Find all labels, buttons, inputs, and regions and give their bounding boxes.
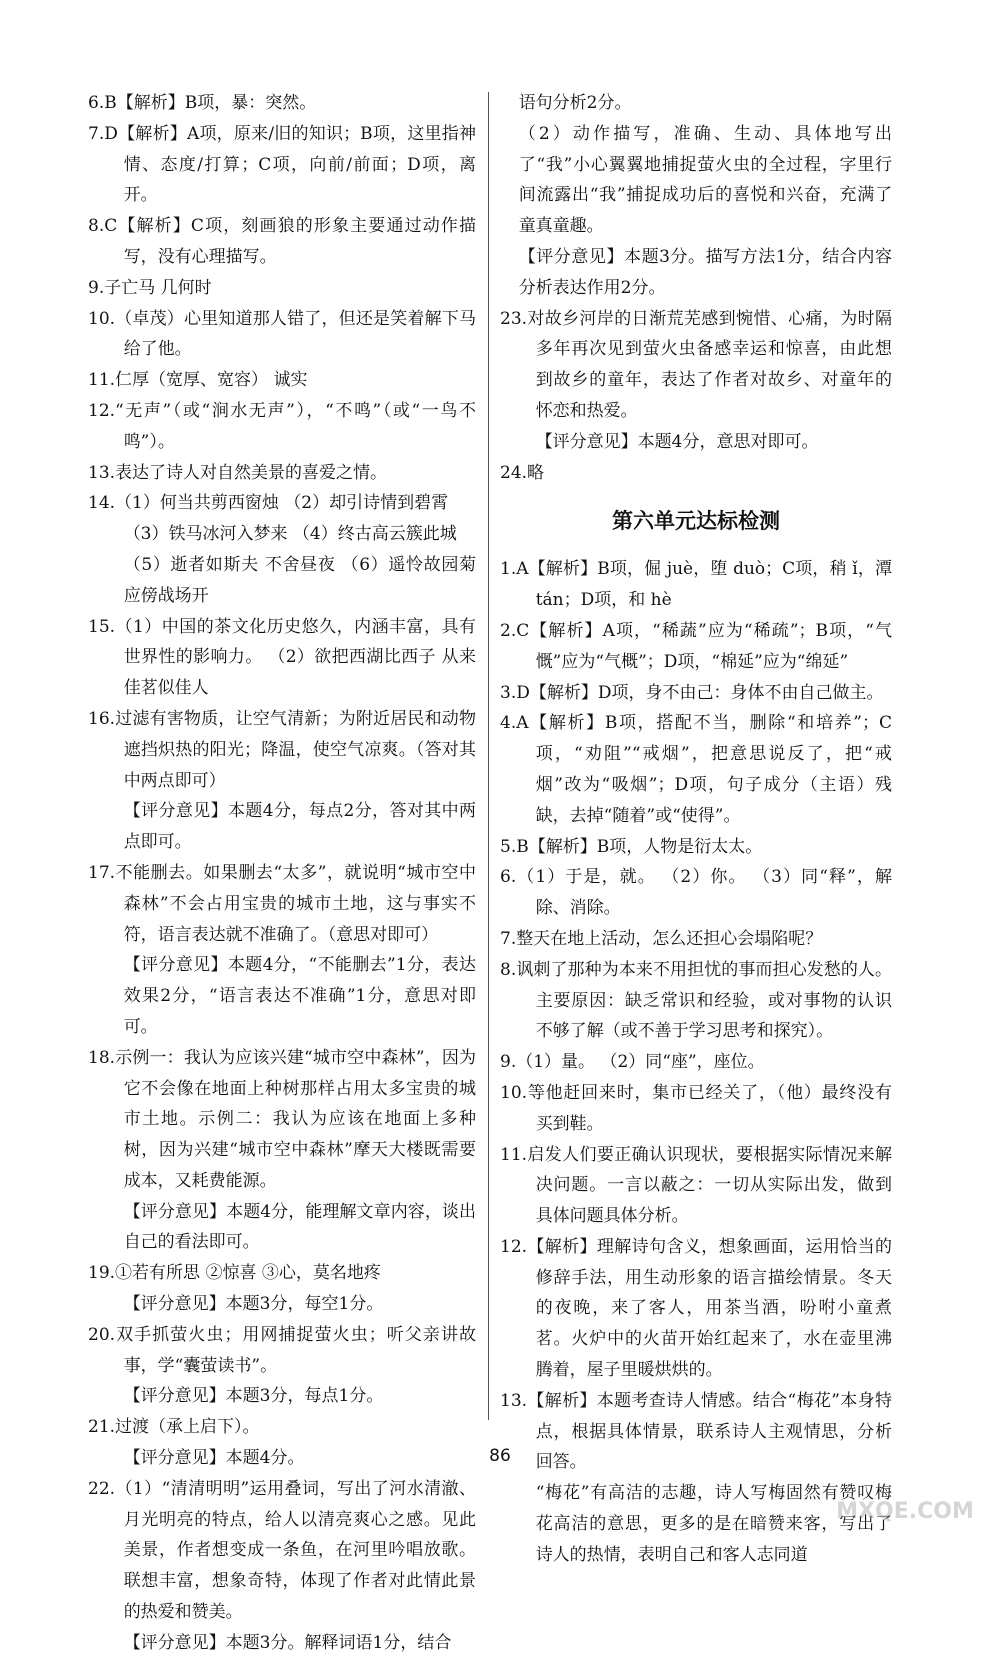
answer-item: 23.对故乡河岸的日渐荒芜感到惋惜、心痛，为时隔多年再次见到萤火虫备感幸运和惊喜，由此想到故乡的童年，表达了作者对故乡、对童年的怀恋和热爱。 bbox=[500, 308, 892, 421]
scoring-note: 【评分意见】本题3分，每空1分。 bbox=[123, 1294, 384, 1315]
answer-item: 11.仁厚（宽厚、宽容） 诚实 bbox=[88, 370, 308, 391]
scoring-note: 【评分意见】本题4分，意思对即可。 bbox=[535, 431, 819, 452]
left-column bbox=[88, 88, 476, 1659]
answer-item: 10.等他赶回来时，集市已经关了，（他）最终没有买到鞋。 bbox=[500, 1082, 892, 1134]
answer-item: 9.子亡马 几何时 bbox=[88, 277, 212, 298]
answer-item: 13.【解析】本题考查诗人情感。结合“梅花”本身特点，根据具体情景，联系诗人主观情思，分析回答。 bbox=[500, 1390, 892, 1473]
answer-item: 16.过滤有害物质，让空气清新；为附近居民和动物遮挡炽热的阳光；降温，使空气凉爽。（答对其中两点即可） bbox=[88, 708, 476, 791]
scoring-note: 【评分意见】本题4分。 bbox=[123, 1448, 305, 1469]
answer-item: 7.D【解析】A项，原来/旧的知识；B项，这里指神情、态度/打算；C项，向前/前面；D项，离开。 bbox=[88, 123, 476, 206]
answer-item: 2.C【解析】A项，“稀蔬”应为“稀疏”；B项，“气慨”应为“气概”；D项，“棉延”应为“绵延” bbox=[500, 620, 892, 672]
answer-item: 24.略 bbox=[500, 462, 545, 483]
watermark-text: MXQE.COM bbox=[836, 1499, 974, 1524]
answer-item: 21.过渡（承上启下）。 bbox=[88, 1417, 260, 1438]
answer-item: （2）动作描写，准确、生动、具体地写出了“我”小心翼翼地捕捉萤火虫的全过程，字里行间流露出“我”捕捉成功后的喜悦和兴奋，充满了童真童趣。 bbox=[518, 123, 892, 237]
answer-continuation: 语句分析2分。 bbox=[518, 93, 632, 113]
right-column bbox=[500, 88, 892, 1571]
scoring-note: 【评分意见】本题4分，每点2分，答对其中两点即可。 bbox=[123, 801, 476, 853]
answer-item: 14.（1）何当共剪西窗烛 （2）却引诗情到碧霄 （3）铁马冰河入梦来 （4）终古高云簇此城 （5）逝者如斯夫 不舍昼夜 （6）遥怜故园菊 应傍战场开 bbox=[88, 493, 476, 606]
answer-item: 17.不能删去。如果删去“太多”，就说明“城市空中森林”不会占用宝贵的城市土地，这与事实不符，语言表达就不准确了。（意思对即可） bbox=[88, 862, 476, 945]
scoring-note: 【评分意见】本题4分，“不能删去”1分，表达效果2分，“语言表达不准确”1分，意思对即可。 bbox=[123, 955, 476, 1037]
answer-item: 18.示例一：我认为应该兴建“城市空中森林”，因为它不会像在地面上种树那样占用太多宝贵的城市土地。示例二：我认为应该在地面上多种树，因为兴建“城市空中森林”摩天大楼既需要成本，又耗费能源。 bbox=[88, 1047, 476, 1191]
answer-item: 20.双手抓萤火虫；用网捕捉萤火虫；听父亲讲故事，学“囊萤读书”。 bbox=[88, 1324, 476, 1376]
answer-item: 8.C【解析】C项，刻画狼的形象主要通过动作描写，没有心理描写。 bbox=[88, 216, 476, 267]
answer-item: 6.（1）于是，就。 （2）你。 （3）同“释”，解除、消除。 bbox=[500, 867, 892, 919]
answer-item: 15.（1）中国的茶文化历史悠久，内涵丰富，具有世界性的影响力。 （2）欲把西湖比西子 从来佳茗似佳人 bbox=[88, 616, 476, 699]
answer-item: 12.“无声”（或“涧水无声”），“不鸣”（或“一鸟不鸣”）。 bbox=[88, 400, 476, 452]
answer-item: 9.（1）量。 （2）同“座”，座位。 bbox=[500, 1052, 765, 1073]
answer-item: 5.B【解析】B项，人物是衍太太。 bbox=[500, 836, 763, 857]
answer-item: 22.（1）“清清明明”运用叠词，写出了河水清澈、月光明亮的特点，给人以清亮爽心之感。见此美景，作者想变成一条鱼，在河里吟唱放歌。联想丰富，想象奇特，体现了作者对此情此景的热爱和赞美。 bbox=[88, 1478, 476, 1623]
scoring-note: 【评分意见】本题3分。解释词语1分，结合 bbox=[123, 1632, 452, 1653]
answer-item: 4.A【解析】B项，搭配不当，删除“和培养”；C项，“劝阻”“戒烟”，把意思说反了，把“戒烟”改为“吸烟”；D项，句子成分（主语）残缺，去掉“随着”或“使得”。 bbox=[500, 713, 892, 826]
answer-paragraph: “梅花”有高洁的志趣，诗人写梅固然有赞叹梅花高洁的意思，更多的是在暗赞来客，写出了诗人的热情，表明自己和客人志同道 bbox=[535, 1483, 892, 1565]
column-divider bbox=[488, 92, 489, 1420]
answer-item: 3.D【解析】D项，身不由己：身体不由自己做主。 bbox=[500, 682, 884, 703]
answer-item: 19.①若有所思 ②惊喜 ③心，莫名地疼 bbox=[88, 1263, 381, 1284]
answer-item: 13.表达了诗人对自然美景的喜爱之情。 bbox=[88, 462, 388, 483]
watermark-logo bbox=[820, 1452, 990, 1524]
answer-item: 11.启发人们要正确认识现状，要根据实际情况来解决问题。一言以蔽之：一切从实际出发，做到具体问题具体分析。 bbox=[500, 1144, 892, 1227]
scoring-note: 【评分意见】本题3分。描写方法1分，结合内容分析表达作用2分。 bbox=[518, 246, 892, 298]
answer-item: 12.【解析】理解诗句含义，想象画面，运用恰当的修辞手法，用生动形象的语言描绘情景。冬天的夜晚，来了客人，用茶当酒，吩咐小童煮茗。火炉中的火苗开始红起来了，水在壶里沸腾着，屋子里暖烘烘的。 bbox=[500, 1236, 892, 1381]
answer-item: 6.B【解析】B项，暴：突然。 bbox=[88, 93, 317, 113]
page-number: 86 bbox=[489, 1446, 511, 1466]
scoring-note: 【评分意见】本题4分，能理解文章内容，谈出自己的看法即可。 bbox=[123, 1201, 476, 1253]
answer-item: 8.讽刺了那种为本来不用担忧的事而担心发愁的人。主要原因：缺乏常识和经验，或对事物的认识不够了解（或不善于学习思考和探究）。 bbox=[500, 959, 892, 1042]
answer-item: 1.A【解析】B项，倔 juè，堕 duò；C项，稍 ǐ，潭 tán；D项，和 hè bbox=[500, 559, 892, 611]
answer-item: 10.（卓茂）心里知道那人错了，但还是笑着解下马给了他。 bbox=[88, 308, 476, 360]
answer-item: 7.整天在地上活动，怎么还担心会塌陷呢？ bbox=[500, 928, 823, 949]
scoring-note: 【评分意见】本题3分，每点1分。 bbox=[123, 1386, 384, 1407]
section-title: 第六单元达标检测 bbox=[612, 509, 780, 534]
